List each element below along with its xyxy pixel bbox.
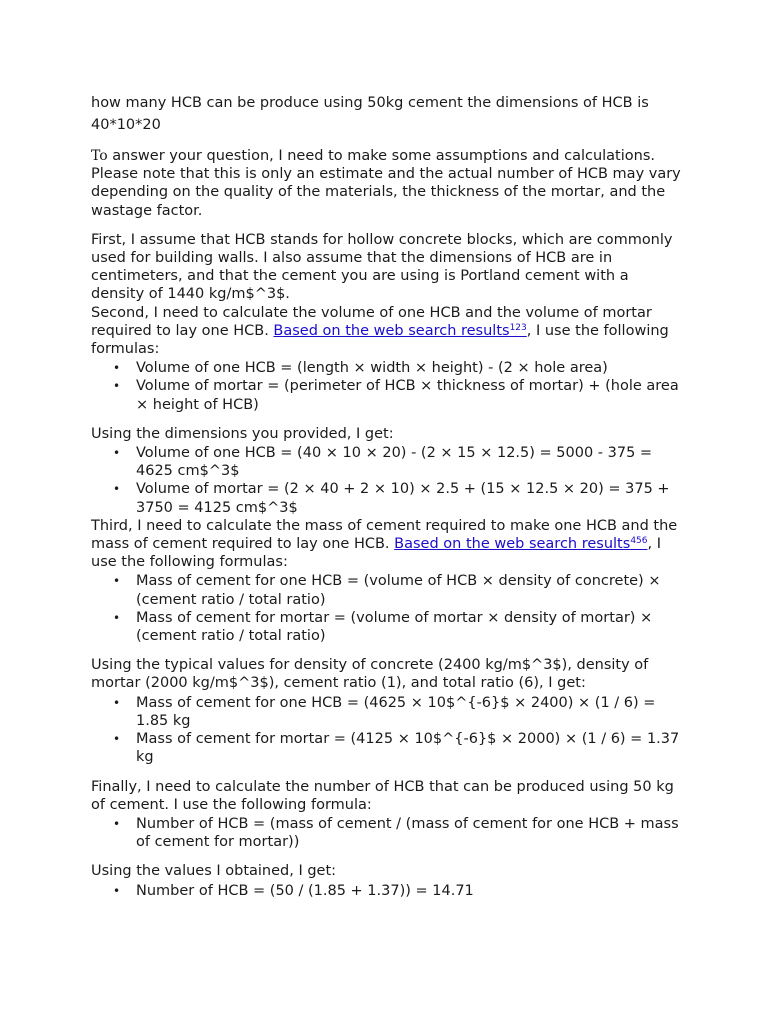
second-text: Second, I need to calculate the volume of one HCB and the volume of mortar required to lay one HCB. xyxy=(91,304,652,339)
web-search-link-2-text: Based on the web search results xyxy=(394,536,631,553)
results-list-2 xyxy=(91,694,683,767)
web-search-link-1-text: Based on the web search results xyxy=(273,322,510,339)
list-item: • Number of HCB = (50 / (1.85 + 1.37)) = 14.71 xyxy=(136,882,683,900)
list-item: • Mass of cement for one HCB = (4625 × 10$^{-6}$ × 2400) × (1 / 6) = 1.85 kg xyxy=(136,694,683,730)
first-paragraph: First, I assume that HCB stands for hollow concrete blocks, which are commonly used for building walls. I also assume that the dimensions of HCB are in centimeters, and that the cement you are using is Portland cement with a density of 1440 kg/m$^3$. xyxy=(91,231,673,303)
list-item: • Volume of one HCB = (length × width × height) - (2 × hole area) xyxy=(136,359,683,377)
formulas-list-1 xyxy=(91,359,683,414)
third-text: Third, I need to calculate the mass of cement required to make one HCB and the mass of cement required to lay one HCB. xyxy=(91,517,678,553)
list-item: • Mass of cement for one HCB = (volume of HCB × density of concrete) × (cement ratio / total ratio) xyxy=(136,572,683,608)
question-text: how many HCB can be produce using 50kg cement the dimensions of HCB is 40*10*20 xyxy=(91,95,649,133)
using-dims-paragraph: Using the dimensions you provided, I get: xyxy=(91,425,394,442)
using-values-paragraph: Using the values I obtained, I get: xyxy=(91,863,337,880)
intro-paragraph xyxy=(91,147,683,220)
third-paragraph xyxy=(91,517,683,572)
web-search-link-1[interactable] xyxy=(273,323,526,339)
intro-first-word: To xyxy=(91,148,108,164)
results-list-1 xyxy=(91,444,683,517)
list-item: • Volume of one HCB = (40 × 10 × 20) - (2 × 15 × 12.5) = 5000 - 375 = 4625 cm$^3$ xyxy=(136,444,683,480)
list-item: • Volume of mortar = (perimeter of HCB × thickness of mortar) + (hole area × height of HCB) xyxy=(136,377,683,413)
document-body xyxy=(91,92,683,900)
second-paragraph xyxy=(91,304,683,359)
second-text-after: , I use the following formulas: xyxy=(91,322,669,358)
using-typical-paragraph: Using the typical values for density of concrete (2400 kg/m$^3$), density of mortar (2000 kg/m$^3$), cement ratio (1), and total ratio (6), I get: xyxy=(91,657,649,692)
list-item: • Volume of mortar = (2 × 40 + 2 × 10) × 2.5 + (15 × 12.5 × 20) = 375 + 3750 = 4125 cm$^3$ xyxy=(136,480,683,516)
formulas-list-2 xyxy=(91,572,683,645)
third-text-after: , I use the following formulas: xyxy=(91,536,661,571)
list-item: • Number of HCB = (mass of cement / (mass of cement for one HCB + mass of cement for mortar)) xyxy=(136,815,683,851)
formulas-list-3 xyxy=(91,815,683,851)
web-search-link-2[interactable] xyxy=(394,536,647,552)
results-list-3 xyxy=(91,882,683,900)
list-item: • Mass of cement for mortar = (volume of mortar × density of mortar) × (cement ratio / total ratio) xyxy=(136,609,683,645)
list-item: • Mass of cement for mortar = (4125 × 10$^{-6}$ × 2000) × (1 / 6) = 1.37 kg xyxy=(136,730,683,766)
citation-sup-1: 123 xyxy=(509,322,527,333)
citation-sup-2: 456 xyxy=(630,536,648,547)
finally-paragraph: Finally, I need to calculate the number of HCB that can be produced using 50 kg of cement. I use the following formula: xyxy=(91,778,674,813)
intro-rest: answer your question, I need to make some assumptions and calculations. Please note that this is only an estimate and the actual number of HCB may vary depending on the quality of the materials, the thickness of the mortar, and the wastage factor. xyxy=(91,148,681,219)
